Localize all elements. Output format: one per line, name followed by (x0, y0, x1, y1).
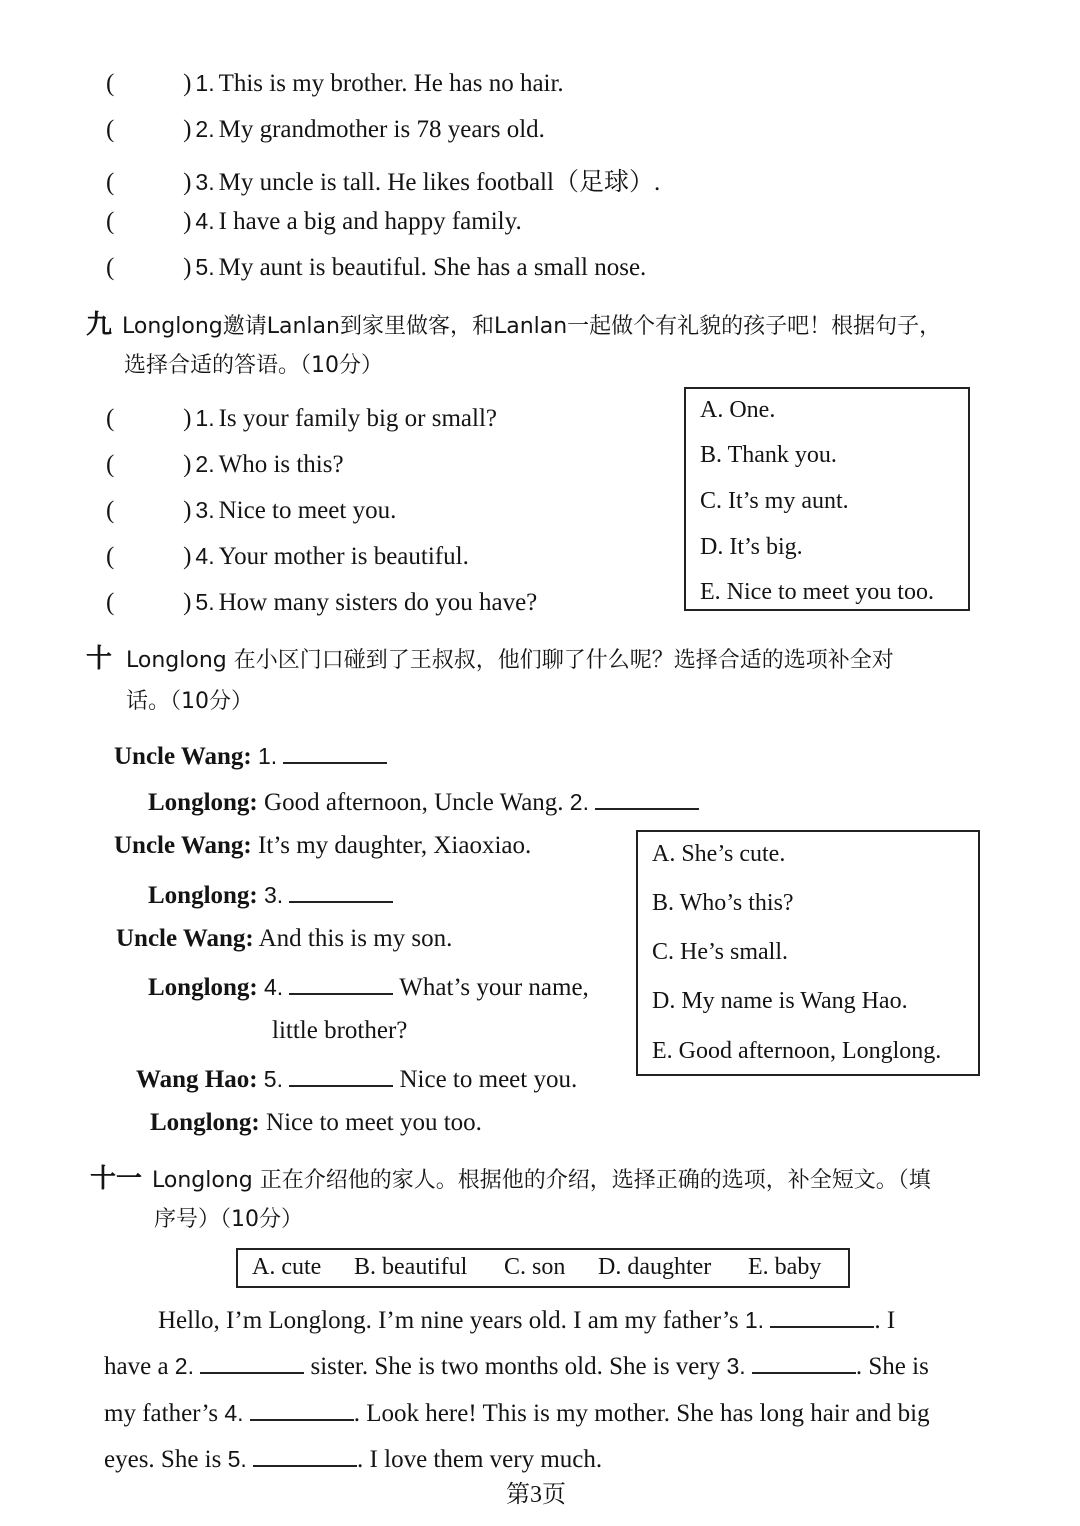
section-number: 九 (86, 310, 113, 340)
question-row (106, 162, 660, 198)
options-box (636, 830, 980, 1076)
question-text: My uncle is tall. He likes football（足球）. (218, 169, 661, 196)
answer-blank[interactable] (595, 786, 699, 810)
answer-blank[interactable] (200, 1350, 304, 1374)
speaker-name: Longlong: (148, 789, 258, 816)
section-instruction: Longlong 正在介绍他的家人。根据他的介绍，选择正确的选项，补全短文。（填 (152, 1168, 931, 1193)
word-bank-item: C. son (504, 1254, 566, 1280)
question-row (106, 116, 545, 144)
question-number: 5. (195, 254, 215, 280)
passage-line: my father’s 4. . Look here! This is my mother. She has long hair and big (104, 1397, 930, 1428)
dialogue-text: Nice to meet you too. (266, 1109, 482, 1136)
dialogue-text: Nice to meet you. (399, 1066, 578, 1093)
dialogue-line (150, 1109, 482, 1137)
answer-bracket[interactable]: ( ) (106, 254, 192, 281)
options-box (684, 387, 970, 611)
speaker-name: Longlong: (148, 882, 258, 909)
question-number: 1. (195, 70, 215, 96)
speaker-name: Uncle Wang: (114, 743, 252, 770)
dialogue-text: And this is my son. (258, 925, 453, 952)
question-text: Who is this? (218, 451, 344, 478)
section-instruction-cont: 序号）（10分） (154, 1207, 303, 1232)
answer-blank[interactable] (283, 740, 387, 764)
section-instruction-cont: 话。（10分） (126, 689, 253, 714)
question-text: Your mother is beautiful. (218, 543, 469, 570)
passage-line: have a 2. sister. She is two months old. She is very 3. . She is (104, 1350, 929, 1381)
speaker-name: Uncle Wang: (114, 832, 252, 859)
answer-blank[interactable] (770, 1304, 874, 1328)
question-number: 5. (195, 589, 215, 615)
option-item: D. It’s big. (700, 534, 803, 560)
dialogue-line (148, 786, 699, 817)
section9-header (86, 304, 941, 341)
answer-bracket[interactable]: ( ) (106, 116, 192, 143)
option-item: B. Who’s this? (652, 890, 794, 916)
option-item: E. Good afternoon, Longlong. (652, 1038, 942, 1064)
question-row (106, 208, 522, 236)
answer-bracket[interactable]: ( ) (106, 70, 192, 97)
question-number: 3. (195, 169, 215, 195)
dialogue-line (116, 925, 452, 953)
section-number: 十一 (90, 1164, 143, 1194)
question-row (106, 497, 396, 525)
option-item: C. It’s my aunt. (700, 488, 849, 514)
question-row (106, 254, 646, 282)
question-number: 4. (195, 208, 215, 234)
question-number: 2. (195, 451, 215, 477)
question-row (106, 543, 469, 571)
section-instruction: Longlong 在小区门口碰到了王叔叔，他们聊了什么呢？选择合适的选项补全对 (126, 648, 894, 673)
option-item: A. One. (700, 397, 776, 423)
question-row (106, 405, 497, 433)
question-row (106, 451, 344, 479)
question-text: I have a big and happy family. (218, 208, 522, 235)
dialogue-text: little brother? (272, 1017, 408, 1044)
option-item: C. He’s small. (652, 939, 788, 965)
question-number: 1. (195, 405, 215, 431)
word-bank (236, 1248, 850, 1288)
question-row (106, 70, 564, 98)
option-item: B. Thank you. (700, 442, 837, 468)
question-text: Nice to meet you. (218, 497, 397, 524)
speaker-name: Uncle Wang: (116, 925, 254, 952)
option-item: E. Nice to meet you too. (700, 579, 934, 605)
question-row (106, 589, 537, 617)
blank-number: 2. (569, 789, 589, 815)
question-number: 4. (195, 543, 215, 569)
speaker-name: Wang Hao: (136, 1066, 258, 1093)
dialogue-line (114, 740, 387, 771)
answer-bracket[interactable]: ( ) (106, 497, 192, 524)
section10-header (86, 638, 894, 675)
answer-blank[interactable] (289, 879, 393, 903)
section11-header (90, 1158, 931, 1195)
blank-number: 5. (227, 1446, 247, 1472)
blank-number: 3. (264, 882, 284, 908)
option-item: A. She’s cute. (652, 841, 786, 867)
answer-bracket[interactable]: ( ) (106, 543, 192, 570)
word-bank-item: E. baby (748, 1254, 822, 1280)
page-number: 第3页 (506, 1482, 566, 1508)
question-number: 2. (195, 116, 215, 142)
blank-number: 4. (224, 1400, 244, 1426)
dialogue-text: What’s your name, (399, 974, 589, 1001)
dialogue-text: It’s my daughter, Xiaoxiao. (258, 832, 532, 859)
dialogue-line (136, 1063, 577, 1094)
dialogue-line (114, 832, 531, 860)
question-text: Is your family big or small? (218, 405, 498, 432)
question-text: How many sisters do you have? (218, 589, 538, 616)
question-text: My grandmother is 78 years old. (218, 116, 545, 143)
option-item: D. My name is Wang Hao. (652, 988, 908, 1014)
blank-number: 1. (744, 1307, 765, 1333)
dialogue-line (148, 971, 589, 1002)
word-bank-item: A. cute (252, 1254, 322, 1280)
dialogue-line (148, 879, 393, 910)
section-instruction-cont: 选择合适的答语。（10分） (124, 353, 383, 378)
blank-number: 2. (174, 1353, 194, 1379)
speaker-name: Longlong: (150, 1109, 260, 1136)
answer-blank[interactable] (250, 1397, 354, 1421)
blank-number: 4. (264, 974, 284, 1000)
passage-line: Hello, I’m Longlong. I’m nine years old. I am my father’s 1. . I (158, 1304, 895, 1335)
section-instruction: Longlong邀请Lanlan到家里做客，和Lanlan一起做个有礼貌的孩子吧！根据句子， (122, 314, 942, 339)
answer-blank[interactable] (289, 971, 393, 995)
answer-bracket[interactable]: ( ) (106, 451, 192, 478)
passage-line: eyes. She is 5. . I love them very much. (104, 1443, 602, 1474)
answer-bracket[interactable]: ( ) (106, 169, 192, 196)
blank-number: 1. (258, 743, 278, 769)
question-number: 3. (195, 497, 215, 523)
blank-number: 3. (726, 1353, 746, 1379)
word-bank-item: B. beautiful (354, 1254, 468, 1280)
section-number: 十 (86, 644, 113, 674)
answer-bracket[interactable]: ( ) (106, 208, 192, 235)
answer-blank[interactable] (752, 1350, 856, 1374)
question-text: This is my brother. He has no hair. (218, 70, 564, 97)
word-bank-item: D. daughter (598, 1254, 712, 1280)
blank-number: 5. (263, 1066, 283, 1092)
answer-bracket[interactable]: ( ) (106, 589, 192, 616)
speaker-name: Longlong: (148, 974, 258, 1001)
answer-blank[interactable] (253, 1443, 357, 1467)
question-text: My aunt is beautiful. She has a small nose. (218, 254, 647, 281)
dialogue-text: Good afternoon, Uncle Wang. (264, 789, 564, 816)
answer-bracket[interactable]: ( ) (106, 405, 192, 432)
answer-blank[interactable] (289, 1063, 393, 1087)
